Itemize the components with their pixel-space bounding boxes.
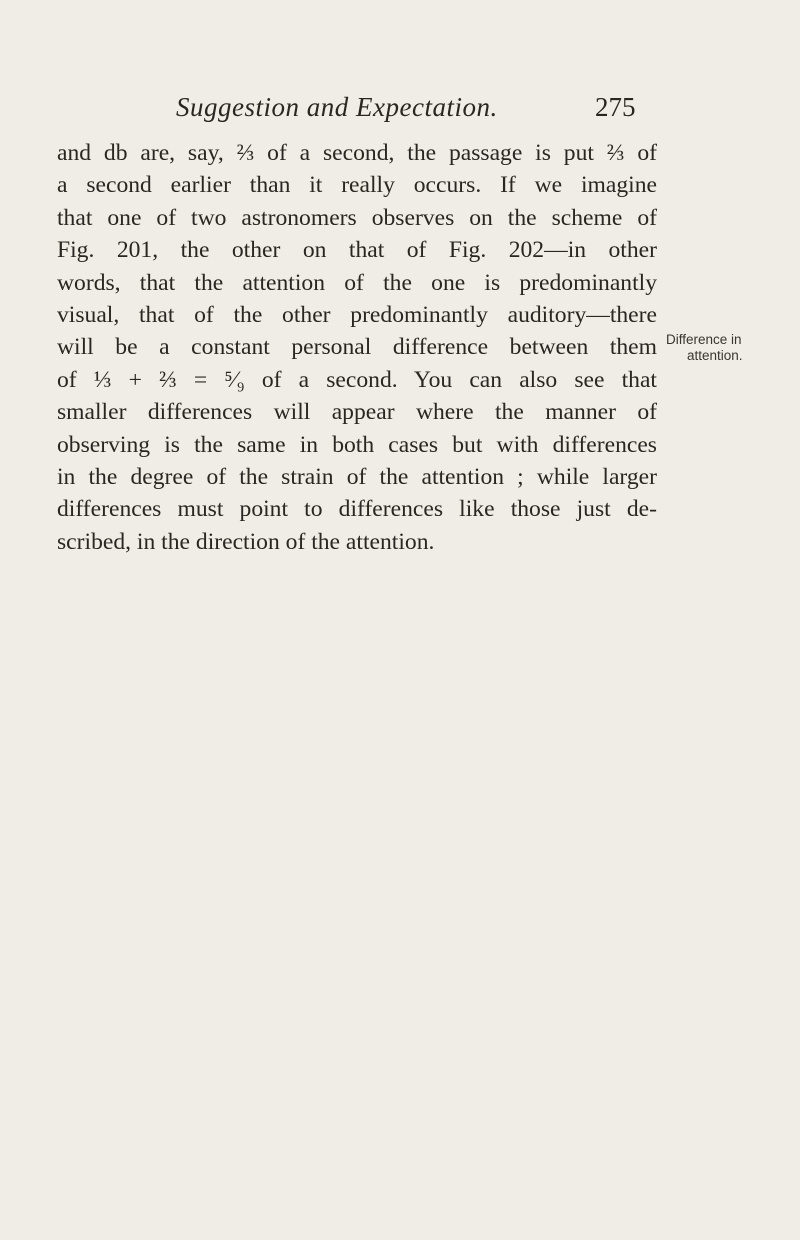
text-line: visual, that of the other predominantly auditory—there bbox=[57, 301, 657, 328]
text-line: scribed, in the direction of the attention. bbox=[57, 528, 435, 555]
text-line: that one of two astronomers observes on the scheme of bbox=[57, 204, 657, 231]
running-header bbox=[0, 92, 800, 132]
page-number: 275 bbox=[595, 92, 636, 122]
text-line: differences must point to differences like those just de- bbox=[57, 496, 657, 523]
text-line: will be a constant personal difference between them bbox=[57, 334, 657, 361]
text-line: smaller differences will appear where the manner of bbox=[57, 399, 657, 426]
text-line: and db are, say, ⅔ of a second, the passage is put ⅔ of bbox=[57, 140, 657, 166]
text-line: in the degree of the strain of the attention ; while larger bbox=[57, 463, 657, 490]
text-line: of ⅓ + ⅔ = ⁵⁄₉ of a second. You can also see that bbox=[57, 366, 657, 393]
text-line: a second earlier than it really occurs. If we imagine bbox=[57, 172, 657, 199]
text-line: Fig. 201, the other on that of Fig. 202—in other bbox=[57, 237, 657, 264]
running-title: Suggestion and Expectation. bbox=[176, 92, 498, 122]
margin-note-line: Difference in bbox=[666, 332, 742, 347]
body-paragraph bbox=[57, 137, 657, 558]
margin-note bbox=[666, 332, 796, 364]
text-line: observing is the same in both cases but with differences bbox=[57, 431, 657, 458]
text-line: words, that the attention of the one is predominantly bbox=[57, 269, 657, 296]
margin-note-line: attention. bbox=[687, 348, 743, 363]
